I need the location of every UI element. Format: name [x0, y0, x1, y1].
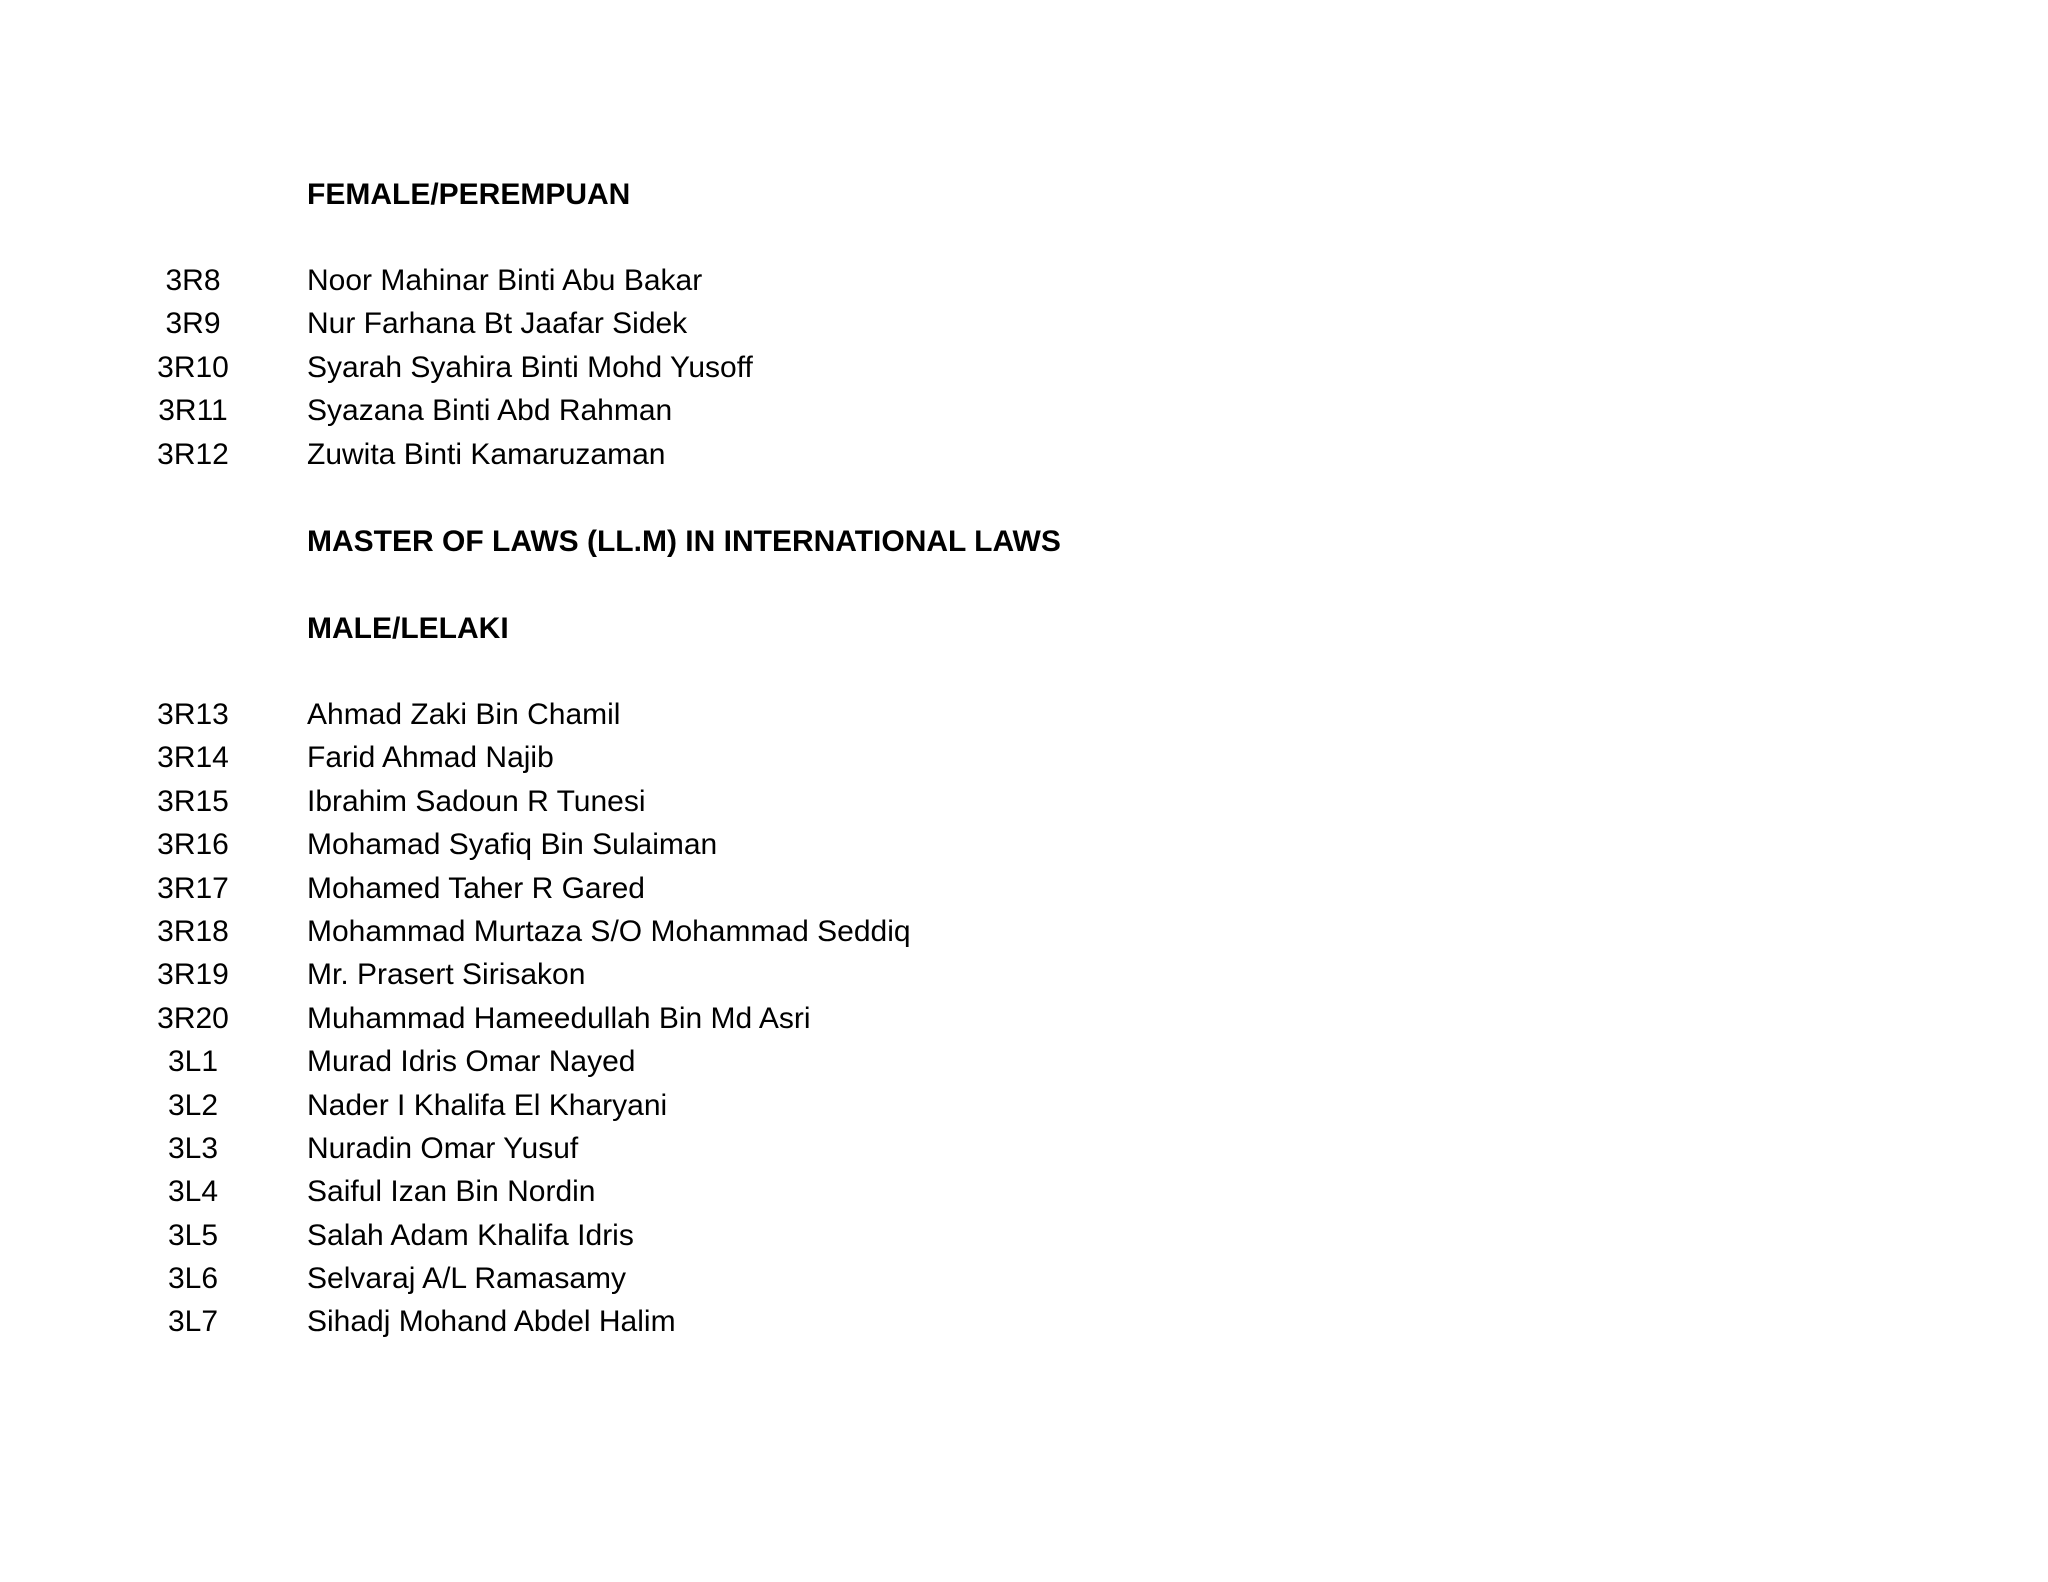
seat-code: 3R12 — [157, 437, 229, 471]
seat-code: 3R9 — [165, 307, 221, 341]
list-item — [0, 396, 2048, 439]
program-heading: MASTER OF LAWS (LL.M) IN INTERNATIONAL LAWS — [307, 525, 1061, 558]
graduate-name: Farid Ahmad Najib — [307, 741, 554, 775]
list-item — [0, 914, 2048, 960]
seat-code: 3R16 — [157, 828, 229, 862]
graduate-name: Ibrahim Sadoun R Tunesi — [307, 784, 646, 818]
graduate-name: Mohamed Taher R Gared — [307, 871, 645, 905]
list-item — [0, 784, 2048, 830]
list-item — [0, 1264, 2048, 1307]
seat-code: 3R20 — [157, 1001, 229, 1035]
female-list — [0, 266, 2048, 483]
seat-code: 3L5 — [167, 1218, 219, 1252]
graduate-name: Murad Idris Omar Nayed — [307, 1045, 636, 1079]
seat-code: 3L4 — [167, 1175, 219, 1209]
list-item — [0, 350, 2048, 396]
seat-code: 3R19 — [157, 958, 229, 992]
seat-code: 3L1 — [167, 1045, 219, 1079]
graduate-name: Saiful Izan Bin Nordin — [307, 1175, 596, 1209]
graduate-name: Salah Adam Khalifa Idris — [307, 1218, 634, 1252]
male-heading: MALE/LELAKI — [307, 612, 509, 645]
graduate-name: Muhammad Hameedullah Bin Md Asri — [307, 1001, 811, 1035]
male-list — [0, 700, 2048, 1351]
graduate-name: Noor Mahinar Binti Abu Bakar — [307, 264, 703, 297]
list-item — [0, 309, 2048, 352]
list-item — [0, 1177, 2048, 1220]
list-item — [0, 1001, 2048, 1047]
graduate-name: Nader I Khalifa El Kharyani — [307, 1088, 668, 1122]
seat-code: 3R8 — [165, 264, 221, 297]
seat-code: 3R15 — [157, 784, 229, 818]
female-heading: FEMALE/PEREMPUAN — [307, 178, 631, 211]
list-item — [0, 700, 2048, 743]
list-item — [0, 1218, 2048, 1264]
seat-code: 3R10 — [157, 350, 229, 384]
list-item — [0, 960, 2048, 1003]
seat-code: 3L6 — [167, 1262, 219, 1296]
graduate-name: Mohamad Syafiq Bin Sulaiman — [307, 828, 718, 862]
seat-code: 3R18 — [157, 914, 229, 948]
seat-code: 3R11 — [158, 394, 228, 428]
list-item — [0, 1047, 2048, 1090]
list-item — [0, 871, 2048, 917]
list-item — [0, 437, 2048, 483]
seat-code: 3R17 — [157, 871, 229, 905]
graduate-name: Zuwita Binti Kamaruzaman — [307, 437, 666, 471]
graduate-name: Selvaraj A/L Ramasamy — [307, 1262, 627, 1296]
graduate-name: Ahmad Zaki Bin Chamil — [307, 698, 621, 731]
list-item — [0, 743, 2048, 786]
graduate-name: Syazana Binti Abd Rahman — [307, 394, 673, 428]
graduate-name: Mr. Prasert Sirisakon — [307, 958, 586, 992]
graduate-name: Syarah Syahira Binti Mohd Yusoff — [307, 350, 753, 384]
seat-code: 3R13 — [157, 698, 229, 731]
list-item — [0, 830, 2048, 873]
list-item — [0, 1088, 2048, 1134]
graduate-name: Sihadj Mohand Abdel Halim — [307, 1305, 676, 1339]
seat-code: 3L3 — [167, 1131, 219, 1165]
seat-code: 3L2 — [167, 1088, 219, 1122]
graduate-name: Nuradin Omar Yusuf — [307, 1131, 579, 1165]
seat-code: 3L7 — [167, 1305, 219, 1339]
list-item — [0, 266, 2048, 309]
list-item — [0, 1307, 2048, 1350]
graduate-name: Mohammad Murtaza S/O Mohammad Seddiq — [307, 914, 911, 948]
seat-code: 3R14 — [157, 741, 229, 775]
list-item — [0, 1131, 2048, 1177]
graduate-name: Nur Farhana Bt Jaafar Sidek — [307, 307, 688, 341]
